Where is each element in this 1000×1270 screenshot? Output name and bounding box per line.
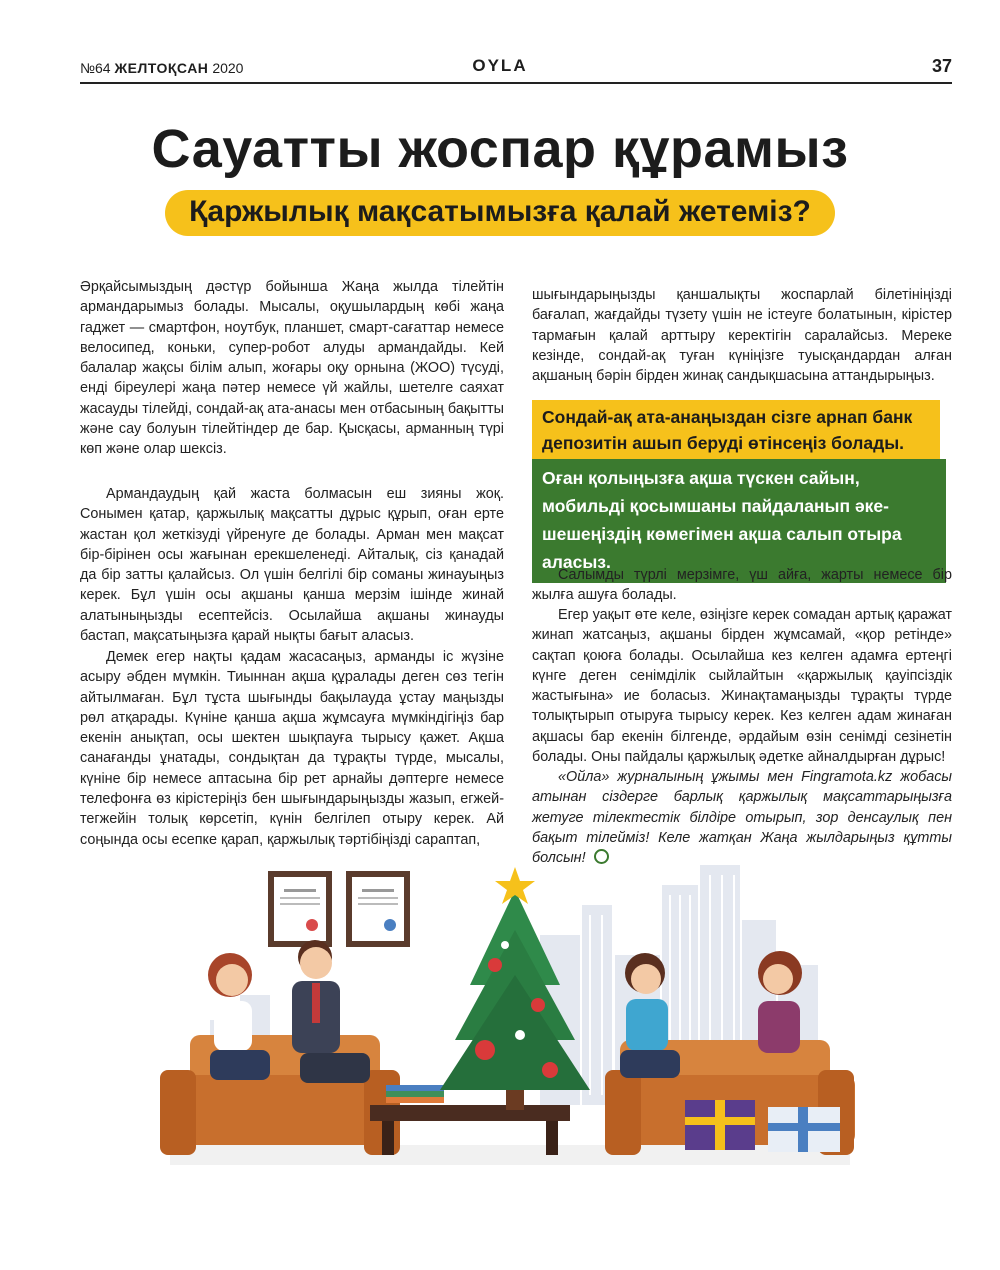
issue-number: №64 <box>80 60 111 76</box>
article-title: Сауатты жоспар құрамыз <box>151 119 849 179</box>
right-paragraph-3: Егер уақыт өте келе, өзіңізге керек сомадан артық қаражат жинап жатсаңыз, ақшаны бірден жұмсамай, «қор ретінде» сақтап қоюға болады. Осылайша кез келген адамға ертеңгі күнге деген сенімділік сыйлайтын «қаржылық қауіпсіздік жастығына» ие боласыз. Жинақтамаңызды тұрақты түрде толықтырып отыруға тырысу керек. Кез келген адам жинаған ақшасы бар екенін білгенде, әрдайым өзін сенімді сезінетін болады. Оны пайдалы қаржылық әдетке айналдырған дұрыс! <box>532 607 952 766</box>
magazine-logo: OYLA <box>472 56 528 75</box>
right-paragraph-2: Салымды түрлі мерзімге, үш айға, жарты немесе бір жылға ашуға болады. <box>532 567 952 604</box>
issue-info <box>80 60 243 76</box>
certificate-frame-left <box>268 871 332 947</box>
issue-year: 2020 <box>212 60 244 76</box>
man-left <box>292 940 370 1083</box>
issue-month: ЖЕЛТОҚСАН <box>114 60 209 76</box>
left-sofa <box>160 1035 400 1155</box>
right-paragraph-1: шығындарыңызды қаншалықты жоспарлай білетініңізді бағалап, жағдайды түзету үшін не істеуге болатынын, кірістер тармағын қалай арттыру керектігін саралайсыз. Мереке кезінде, сондай-ақ туған күніңізге туысқандардан алған ақшаның бәрін бірден жинақ сандықшасына аттандырыңыз. <box>532 287 952 385</box>
closing-text: «Ойла» журналының ұжымы мен Fingramota.kz жобасы атынан сіздерге барлық қаржылық мақсаттарыңызға жетуге тілектестік білдіре отырып, зор денсаулық пен бақыт тілейміз! Келе жатқан Жаңа жылдарыңыз құтты болсын! <box>532 769 952 867</box>
left-paragraph-3: Демек егер нақты қадам жасасаңыз, арманды іс жүзіне асыру әбден мүмкін. Тиыннан ақша құралады деген сөз тегін айтылмаған. Бұл тұста шығынды бақылауда ұстау маңызды рөл атқарады. Күніне қанша ақша жұмсауға мүмкіндігіңіз бар екенін анықтап, осы шектен шықпауға тырысу қажет. Ақша санағанды ұнатады, сондықтан да тұрақты түрде, мысалы, күніне бір немесе аптасына бір рет арнайы дәптерге немесе телефонға өз кірістеріңіз бен шығындарыңызды жазып, егжей-тегжейін толық көрсетіп, күнін белгілеп отыру керек. Ай соңында осы есепке қарап, қаржылық тәртібіңізді сараптап, <box>80 649 504 848</box>
header-divider <box>80 82 952 84</box>
page-header <box>80 56 952 82</box>
family-christmas-illustration <box>150 845 870 1205</box>
subtitle-container <box>0 190 1000 236</box>
highlight-yellow: Сондай-ақ ата-анаңыздан сізге арнап банк депозитін ашып беруді өтінсеңіз болады. <box>532 400 940 462</box>
page-number: 37 <box>931 56 952 76</box>
highlight-green: Оған қолыңызға ақша түскен сайын, мобильді қосымшаны пайдаланып әке-шешеңіздің көмегімен ақша салып отыра аласыз. <box>532 459 946 583</box>
left-paragraph-1: Әрқайсымыздың дәстүр бойынша Жаңа жылда тілейтін армандарымыз болады. Мысалы, оқушылардың көбі жаңа гаджет — смартфон, ноутбук, планшет, смарт-сағаттар немесе велосипед, коньки, супер-робот алуды армандайды. Кей балалар жақсы білім алып, жоғары оқу орнына (ЖОО) түсуді, енді біреулері жаңа пәтер немесе үй жайлы, шетелге саяхат жасауды тілейді, сондай-ақ ата-анасы мен отбасының бақытты және сау болуын тілейтіндер де бар. Қысқасы, арманның түрі көп және олар шексіз. <box>80 279 504 458</box>
left-paragraph-2: Армандаудың қай жаста болмасын еш зияны жоқ. Сонымен қатар, қаржылық мақсатты дұрыс құрып, оған ерте жастан қол жеткізуді үйренуге де болады. Арман мен мақсат бір-бірінен осы жағынан ерекшеленеді. Айталық, сіз қанадай да бір затты қалайсыз. Ол үшін белгілі бір соманы жинауыңыз керек. Бұл үшін осы ақшаны қанша мерзім ішінде жинай алатыныңызды есептейсіз. Осылайша ақшаны жинауды бастап, мақсатыңызға қарай нықты бағыт аласыз. <box>80 486 504 645</box>
certificate-frame-right <box>346 871 410 947</box>
article-subtitle: Қаржылық мақсатымызға қалай жетеміз? <box>165 190 835 236</box>
